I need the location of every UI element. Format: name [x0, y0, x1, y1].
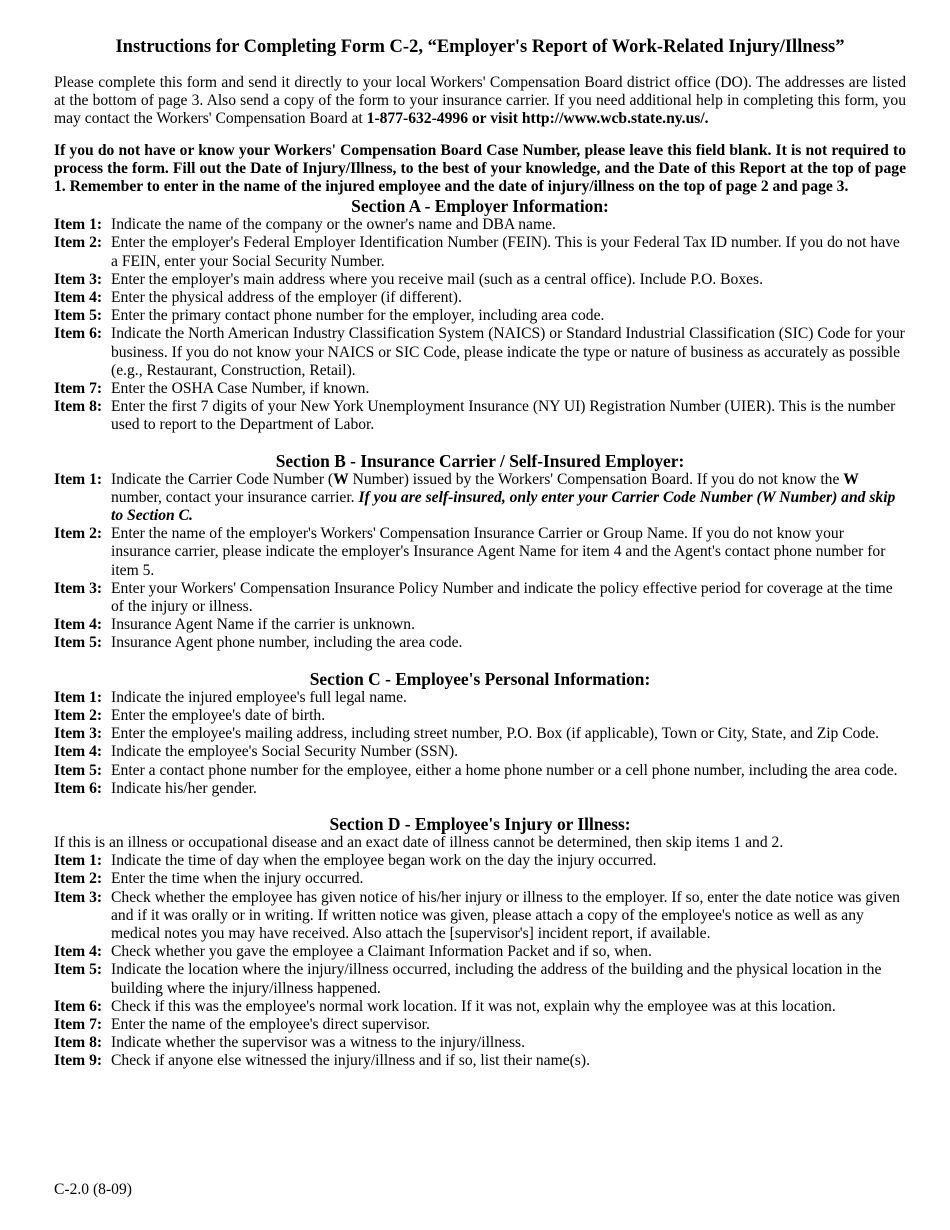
item-label: Item 2: — [54, 706, 103, 724]
item-label: Item 4: — [54, 616, 103, 634]
item-text: Check whether you gave the employee a Claimant Information Packet and if so, when. — [111, 943, 652, 961]
case-number-notice: If you do not have or know your Workers' Compensation Board Case Number, please leave this field blank. It is not required to process the form. Fill out the Date of Injury/Illness, to the best of your knowledge, and the Date of this Report at the top of page 1. Remember to enter in the name of the injured employee and the date of injury/illness on the top of page 2 and page 3. — [54, 141, 906, 196]
item-text: Check if anyone else witnessed the injury/illness and if so, list their name(s). — [111, 1052, 590, 1070]
item-label: Item 8: — [54, 1034, 103, 1052]
item-text: Enter the employee's date of birth. — [111, 706, 326, 724]
list-item — [54, 689, 906, 707]
instructions-page — [54, 36, 906, 1071]
list-item — [54, 707, 906, 725]
item-label: Item 4: — [54, 943, 103, 961]
w-number-bold: W — [843, 470, 859, 488]
item-text: Indicate the name of the company or the owner's name and DBA name. — [111, 216, 556, 234]
list-item — [54, 289, 906, 307]
item-label: Item 3: — [54, 888, 103, 906]
item-label: Item 6: — [54, 997, 103, 1015]
item-label: Item 5: — [54, 761, 103, 779]
list-item — [54, 234, 906, 270]
item-label: Item 5: — [54, 634, 103, 652]
page-title: Instructions for Completing Form C-2, “Employer's Report of Work-Related Injury/Illness” — [115, 37, 845, 57]
item-text: Indicate the location where the injury/illness occurred, including the address of the building and the physical location in the building where the injury/illness happened. — [111, 961, 882, 997]
item-text: Enter the name of the employer's Workers' Compensation Insurance Carrier or Group Name. If you do not know your insurance carrier, please indicate the employer's Insurance Agent Name for item 4 and the Agent's contact phone number for item 5. — [111, 525, 886, 579]
list-item — [54, 398, 906, 434]
list-item — [54, 525, 906, 580]
list-item — [54, 580, 906, 616]
list-item — [54, 998, 906, 1016]
item-label: Item 7: — [54, 380, 103, 398]
list-item — [54, 471, 906, 526]
item-text: Enter the employee's mailing address, including street number, P.O. Box (if applicable), Town or City, State, and Zip Code. — [111, 725, 880, 743]
item-label: Item 2: — [54, 870, 103, 888]
item-text-part: number, contact your insurance carrier. — [111, 488, 359, 506]
item-label: Item 1: — [54, 216, 103, 234]
section-d-title: Section D - Employee's Injury or Illness: — [329, 813, 631, 834]
item-label: Item 9: — [54, 1052, 103, 1070]
item-label: Item 6: — [54, 325, 103, 343]
list-item — [54, 1034, 906, 1052]
list-item — [54, 889, 906, 944]
item-text: Enter the physical address of the employer (if different). — [111, 289, 462, 307]
item-label: Item 5: — [54, 307, 103, 325]
item-text: Indicate the injured employee's full legal name. — [111, 688, 407, 706]
item-label: Item 4: — [54, 289, 103, 307]
contact-info: 1-877-632-4996 or visit http://www.wcb.state.ny.us/. — [366, 110, 709, 128]
item-text — [111, 471, 906, 526]
item-label: Item 1: — [54, 852, 103, 870]
section-d — [54, 814, 906, 1071]
section-c — [54, 669, 906, 798]
list-item — [54, 380, 906, 398]
list-item — [54, 780, 906, 798]
item-text: Enter the employer's main address where you receive mail (such as a central office). Include P.O. Boxes. — [111, 270, 764, 288]
item-text-part: Number) issued by the Workers' Compensation Board. If you do not know the — [348, 470, 844, 488]
intro-paragraph — [54, 74, 906, 129]
item-text: Check if this was the employee's normal work location. If it was not, explain why the employee was at this location. — [111, 997, 836, 1015]
item-text: Check whether the employee has given notice of his/her injury or illness to the employer. If so, enter the date notice was given and if it was orally or in writing. If written notice was given, please attach a copy of the employee's notice as well as any medical notes you may have received. Also attach the [supervisor's] incident report, if available. — [111, 888, 900, 942]
item-text: Enter your Workers' Compensation Insurance Policy Number and indicate the policy effective period for coverage at the time of the injury or illness. — [111, 579, 893, 616]
item-text: Indicate the employee's Social Security Number (SSN). — [111, 743, 459, 761]
item-label: Item 5: — [54, 961, 103, 979]
list-item — [54, 307, 906, 325]
item-text: Enter the first 7 digits of your New York Unemployment Insurance (NY UI) Registration Number (UIER). This is the number used to report to the Department of Labor. — [111, 398, 896, 434]
item-text: Indicate his/her gender. — [111, 779, 257, 797]
item-label: Item 2: — [54, 525, 103, 543]
intro-text: Please complete this form and send it directly to your local Workers' Compensation Board district office (DO). The addresses are listed at the bottom of page 3. Also send a copy of the form to your insurance carrier. If you need additional help in completing this form, you may contact the Workers' Compensation Board at — [54, 74, 906, 128]
item-text: Insurance Agent Name if the carrier is unknown. — [111, 616, 415, 634]
item-text: Enter the name of the employee's direct supervisor. — [111, 1015, 430, 1033]
item-label: Item 4: — [54, 743, 103, 761]
list-item — [54, 870, 906, 888]
item-text: Enter the primary contact phone number for the employer, including area code. — [111, 307, 605, 325]
list-item — [54, 725, 906, 743]
list-item — [54, 852, 906, 870]
item-label: Item 3: — [54, 270, 103, 288]
section-d-intro: If this is an illness or occupational disease and an exact date of illness cannot be determined, then skip items 1 and 2. — [54, 833, 784, 851]
item-label: Item 1: — [54, 688, 103, 706]
item-text: Enter a contact phone number for the employee, either a home phone number or a cell phone number, including the area code. — [111, 761, 898, 779]
form-version-footer: C-2.0 (8-09) — [54, 1181, 132, 1198]
self-insured-note: If you are self-insured, only enter your Carrier Code Number (W Number) and skip to Section C. — [111, 488, 896, 525]
section-b-title: Section B - Insurance Carrier / Self-Insured Employer: — [275, 450, 685, 471]
item-text: Indicate the North American Industry Classification System (NAICS) or Standard Industrial Classification (SIC) Code for your business. If you do not know your NAICS or SIC Code, please indicate the type or nature of business as accurately as possible (e.g., Restaurant, Construction, Retail). — [111, 325, 905, 379]
list-item — [54, 1052, 906, 1070]
list-item — [54, 1016, 906, 1034]
list-item — [54, 743, 906, 761]
list-item — [54, 216, 906, 234]
item-label: Item 2: — [54, 234, 103, 252]
item-label: Item 6: — [54, 779, 103, 797]
list-item — [54, 961, 906, 997]
section-c-title: Section C - Employee's Personal Information: — [309, 668, 651, 689]
list-item — [54, 271, 906, 289]
item-label: Item 1: — [54, 470, 103, 488]
section-a — [54, 196, 906, 434]
item-text: Indicate the time of day when the employee began work on the day the injury occurred. — [111, 852, 657, 870]
item-text: Insurance Agent phone number, including the area code. — [111, 634, 463, 652]
item-label: Item 7: — [54, 1015, 103, 1033]
item-text: Enter the employer's Federal Employer Identification Number (FEIN). This is your Federal Tax ID number. If you do not have a FEIN, enter your Social Security Number. — [111, 234, 900, 270]
item-text-part: Indicate the Carrier Code Number ( — [111, 470, 334, 488]
section-a-title: Section A - Employer Information: — [351, 196, 609, 217]
item-text: Indicate whether the supervisor was a witness to the injury/illness. — [111, 1034, 526, 1052]
w-number-bold: W — [333, 470, 349, 488]
list-item — [54, 762, 906, 780]
item-label: Item 3: — [54, 725, 103, 743]
list-item — [54, 634, 906, 652]
list-item — [54, 325, 906, 380]
item-label: Item 3: — [54, 579, 103, 597]
item-text: Enter the time when the injury occurred. — [111, 870, 364, 888]
item-label: Item 8: — [54, 398, 103, 416]
item-text: Enter the OSHA Case Number, if known. — [111, 380, 370, 398]
list-item — [54, 616, 906, 634]
section-b — [54, 451, 906, 653]
list-item — [54, 943, 906, 961]
